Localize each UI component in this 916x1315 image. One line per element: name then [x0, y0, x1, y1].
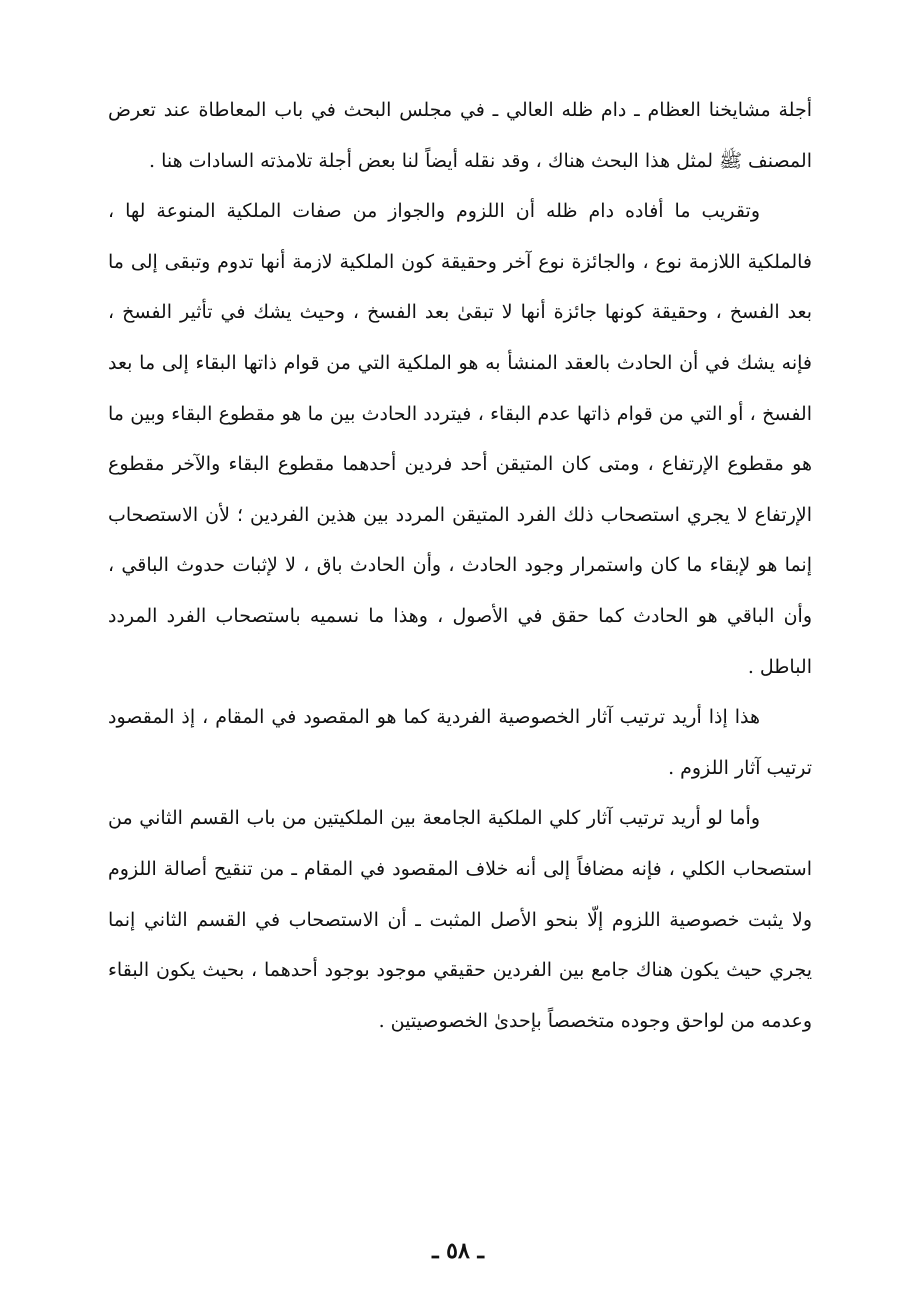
page-number: ـ ٥٨ ـ	[432, 1238, 484, 1264]
paragraph-3: هذا إذا أريد ترتيب آثار الخصوصية الفردية كما هو المقصود في المقام ، إذ المقصود ترتيب آثار اللزوم .	[108, 706, 812, 779]
paragraph-2: وتقريب ما أفاده دام ظله أن اللزوم والجواز من صفات الملكية المنوعة لها ، فالملكية اللازمة نوع ، والجائزة نوع آخر وحقيقة كون الملكية لازمة أنها تدوم وتبقى إلى ما بعد الفسخ ، وحقيقة كونها جائزة أنها لا تبقىٰ بعد الفسخ ، وحيث يشك في تأثير الفسخ ، فإنه يشك في أن الحادث بالعقد المنشأ به هو الملكية التي من قوام ذاتها البقاء إلى ما بعد الفسخ ، أو التي من قوام ذاتها عدم البقاء ، فيتردد الحادث بين ما هو مقطوع البقاء وبين ما هو مقطوع الإرتفاع ، ومتى كان المتيقن أحد فردين أحدهما مقطوع البقاء والآخر مقطوع الإرتفاع لا يجري استصحاب ذلك الفرد المتيقن المردد بين هذين الفردين ؛ لأن الاستصحاب إنما هو لإبقاء ما كان واستمرار وجود الحادث ، وأن الحادث باق ، لا لإثبات حدوث الباقي ، وأن الباقي هو الحادث كما حقق في الأصول ، وهذا ما نسميه باستصحاب الفرد المردد الباطل .	[108, 200, 812, 678]
body-text	[108, 85, 812, 1046]
paragraph-1: أجلة مشايخنا العظام ـ دام ظله العالي ـ في مجلس البحث في باب المعاطاة عند تعرض المصنف ﷺ لمثل هذا البحث هناك ، وقد نقله أيضاً لنا بعض أجلة تلامذته السادات هنا .	[108, 99, 812, 172]
paragraph-4: وأما لو أريد ترتيب آثار كلي الملكية الجامعة بين الملكيتين من باب القسم الثاني من استصحاب الكلي ، فإنه مضافاً إلى أنه خلاف المقصود في المقام ـ من تنقيح أصالة اللزوم ولا يثبت خصوصية اللزوم إلّا بنحو الأصل المثبت ـ أن الاستصحاب في القسم الثاني إنما يجري حيث يكون هناك جامع بين الفردين حقيقي موجود بوجود أحدهما ، بحيث يكون البقاء وعدمه من لواحق وجوده متخصصاً بإحدىٰ الخصوصيتين .	[108, 807, 812, 1032]
